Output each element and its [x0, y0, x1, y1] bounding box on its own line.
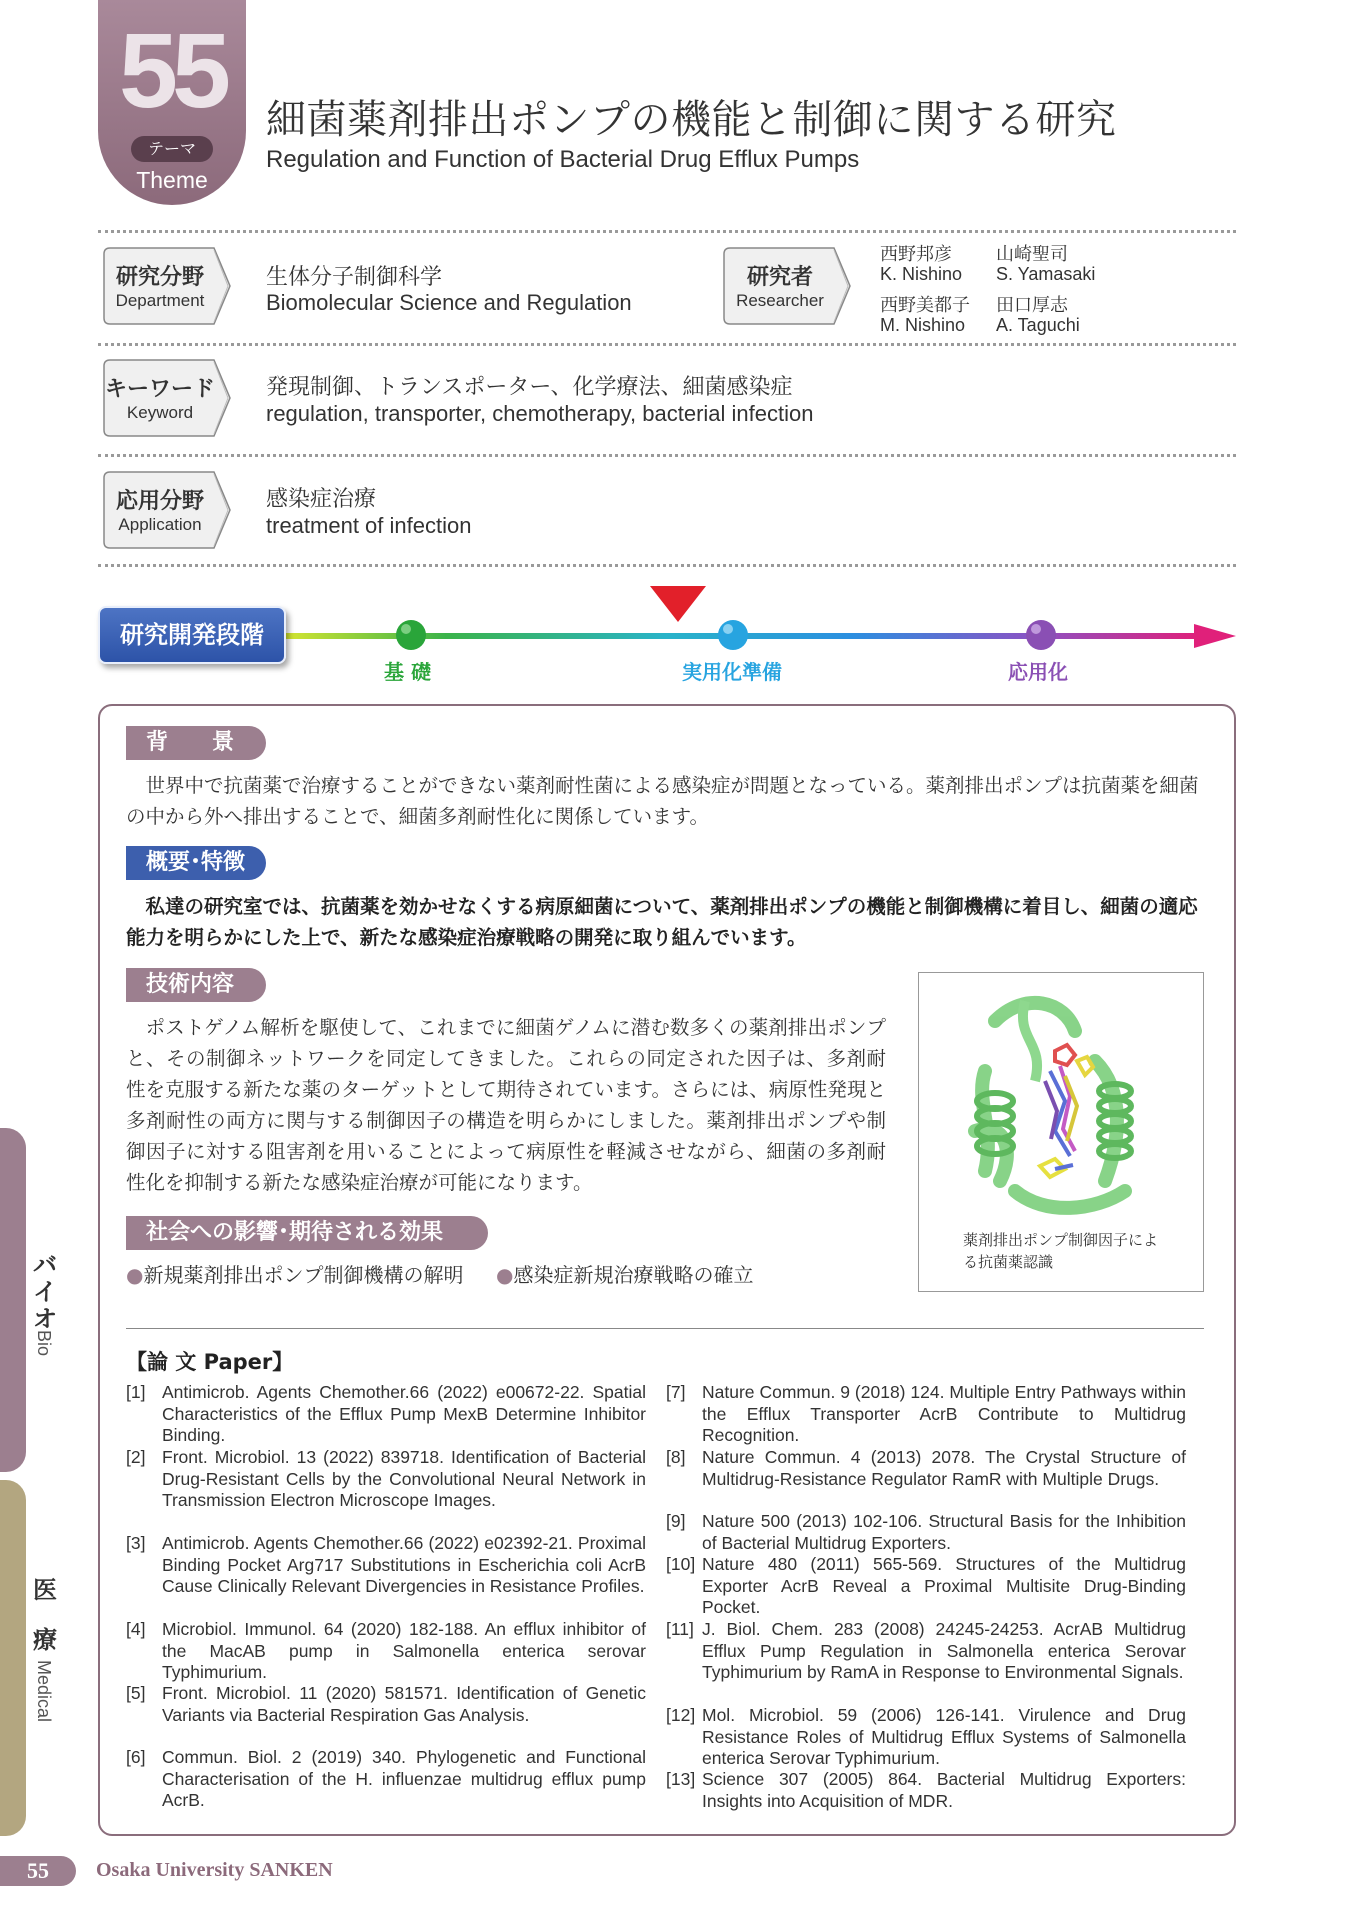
stage-label-basic: 基 礎 [384, 660, 431, 684]
application-tag-jp: 応用分野 [115, 489, 204, 514]
stage-dot-basic [394, 618, 428, 652]
divider [98, 454, 1236, 457]
department-value-jp: 生体分子制御科学 [266, 265, 443, 290]
paper-text: Commun. Biol. 2 (2019) 340. Phylogenetic and Functional Characterisation of the H. influenzae multidrug efflux pump AcrB. [162, 1747, 646, 1810]
paper-text: Nature Commun. 9 (2018) 124. Multiple Entry Pathways within the Efflux Transporter AcrB Contribute to Multidrug Recognition. [702, 1382, 1186, 1445]
side-tab-bio-char: イ [33, 1278, 57, 1306]
technology-heading: 技術内容 [126, 968, 266, 1002]
researcher-name-jp: 西野邦彦 [880, 244, 952, 265]
department-value-en: Biomolecular Science and Regulation [266, 290, 632, 315]
effect-item [496, 1259, 753, 1288]
researcher-name-en: A. Taguchi [996, 315, 1080, 335]
paper-text: Microbiol. Immunol. 64 (2020) 182-188. An efflux inhibitor of the MacAB pump in Salmonella enterica serovar Typhimurium. [162, 1619, 646, 1682]
researcher-name-en: K. Nishino [880, 264, 963, 284]
stage-dot-application [1024, 618, 1058, 652]
paper-text: Front. Microbiol. 13 (2022) 839718. Identification of Bacterial Drug-Resistant Cells by the Convolutional Neural Network in Transmission Electron Microscope Images. [162, 1447, 646, 1510]
paper-number: [3] [126, 1533, 146, 1553]
paper-text: Front. Microbiol. 11 (2020) 581571. Identification of Genetic Variants via Bacterial Respiration Gas Analysis. [162, 1683, 646, 1725]
researcher-name-jp: 西野美都子 [880, 295, 970, 316]
theme-label-en: Theme [136, 167, 208, 193]
side-tab-bio [0, 1128, 26, 1472]
papers-heading: 【論 文 Paper】 [126, 1350, 294, 1374]
application-tag [102, 470, 232, 550]
stage-label-practical: 実用化準備 [682, 660, 782, 684]
divider [98, 230, 1236, 233]
paper-number: [12] [666, 1705, 696, 1725]
application-value-jp: 感染症治療 [266, 487, 377, 512]
side-tab-medical [0, 1480, 26, 1836]
application-tag-en: Application [118, 515, 202, 534]
paper-text: J. Biol. Chem. 283 (2008) 24245-24253. AcrAB Multidrug Efflux Pump Regulation in Salmonella enterica Serovar Typhimurium by RamA in Response to Environmental Signals. [702, 1619, 1186, 1682]
stage-current-marker-icon [650, 586, 706, 624]
paper-number: [9] [666, 1511, 686, 1531]
side-tab-bio-char: バ [33, 1251, 57, 1279]
paper-number: [4] [126, 1619, 146, 1639]
paper-text: Nature Commun. 4 (2013) 2078. The Crystal Structure of Multidrug-Resistance Regulator RamR with Multiple Drugs. [702, 1447, 1186, 1489]
effects-heading: 社会への影響･期待される効果 [126, 1216, 488, 1250]
paper-text: Antimicrob. Agents Chemother.66 (2022) e02392-21. Proximal Binding Pocket Arg717 Substitutions in Escherichia coli AcrB Cause Clinically Relevant Divergencies in Resistance Profiles. [162, 1533, 646, 1596]
researcher-name-en: M. Nishino [880, 315, 966, 335]
department-tag-en: Department [115, 291, 205, 310]
divider [98, 343, 1236, 346]
divider [126, 1328, 1204, 1329]
researcher-tag [722, 246, 852, 326]
keyword-tag-en: Keyword [126, 403, 194, 422]
theme-badge [98, 0, 246, 205]
paper-number: [5] [126, 1683, 146, 1703]
paper-number: [13] [666, 1769, 696, 1789]
keyword-value-jp: 発現制御、トランスポーター、化学療法、細菌感染症 [266, 375, 793, 400]
page-number: 55 [0, 1856, 76, 1886]
researcher-name-jp: 山崎聖司 [996, 244, 1068, 265]
department-tag [102, 246, 232, 326]
paper-number: [1] [126, 1382, 146, 1402]
paper-number: [2] [126, 1447, 146, 1467]
application-value-en: treatment of infection [266, 513, 472, 538]
background-text: 世界中で抗菌薬で治療することができない薬剤耐性菌による感染症が問題となっている。薬剤排出ポンプは抗菌薬を細菌の中から外へ排出することで、細菌多剤耐性化に関係しています。 [126, 774, 1199, 828]
paper-number: [7] [666, 1382, 686, 1402]
paper-number: [10] [666, 1554, 696, 1574]
side-tab-bio-char: オ [33, 1305, 57, 1333]
department-tag-jp: 研究分野 [115, 265, 204, 290]
paper-number: [6] [126, 1747, 146, 1767]
paper-number: [8] [666, 1447, 686, 1467]
effect-item-label: 感染症新規治療戦略の確立 [513, 1263, 754, 1287]
theme-label-jp: テーマ [131, 136, 213, 162]
background-heading: 背 景 [126, 726, 266, 760]
summary-text: 私達の研究室では、抗菌薬を効かせなくする病原細菌について、薬剤排出ポンプの機能と制御機構に着目し、細菌の適応能力を明らかにした上で、新たな感染症治療戦略の開発に取り組んでいます。 [126, 895, 1198, 949]
stage-label-application: 応用化 [1008, 660, 1068, 684]
researcher-tag-en: Researcher [736, 291, 824, 310]
effect-item [126, 1259, 463, 1288]
bullet-icon: ● [496, 1263, 514, 1287]
paper-text: Antimicrob. Agents Chemother.66 (2022) e00672-22. Spatial Characteristics of the Efflux Pump MexB Determine Inhibitor Binding. [162, 1382, 646, 1445]
paper-number: [11] [666, 1619, 694, 1639]
bullet-icon: ● [126, 1263, 144, 1287]
page-title: 細菌薬剤排出ポンプの機能と制御に関する研究 [266, 97, 1117, 143]
stage-dot-practical [716, 618, 750, 652]
stage-arrow-head [1194, 624, 1236, 648]
keyword-value-en: regulation, transporter, chemotherapy, bacterial infection [266, 401, 814, 426]
footer-text: Osaka University SANKEN [96, 1859, 333, 1881]
figure-caption: 薬剤排出ポンプ制御因子による抗菌薬認識 [963, 1231, 1159, 1271]
side-tab-medical-char: 療 [33, 1626, 57, 1654]
keyword-tag [102, 358, 232, 438]
figure-box [918, 972, 1204, 1292]
keyword-tag-jp: キーワード [104, 377, 215, 402]
researcher-name-jp: 田口厚志 [996, 295, 1068, 316]
side-tab-medical-char: 医 [33, 1576, 57, 1604]
researcher-name-en: S. Yamasaki [996, 264, 1096, 284]
paper-text: Nature 500 (2013) 102-106. Structural Basis for the Inhibition of Bacterial Multidrug Exporters. [702, 1511, 1186, 1553]
technology-text: ポストゲノム解析を駆使して、これまでに細菌ゲノムに潜む数多くの薬剤排出ポンプと、その制御ネットワークを同定してきました。これらの同定された因子は、多剤耐性を克服する新たな薬のターゲットとして期待されています。さらには、病原性発現と多剤耐性の両方に関与する制御因子の構造を明らかにしました。薬剤排出ポンプや制御因子に対する阻害剤を用いることによって病原性を軽減させながら、細菌の多剤耐性化を抑制する新たな感染症治療が可能になります。 [126, 1016, 886, 1194]
theme-number: 55 [119, 12, 225, 130]
page-subtitle: Regulation and Function of Bacterial Drug Efflux Pumps [266, 146, 860, 173]
effect-item-label: 新規薬剤排出ポンプ制御機構の解明 [143, 1263, 464, 1287]
stage-badge: 研究開発段階 [98, 606, 286, 664]
paper-text: Mol. Microbiol. 59 (2006) 126-141. Virulence and Drug Resistance Roles of Multidrug Efflux Systems of Salmonella enterica Serovar Typhimurium. [702, 1705, 1186, 1768]
protein-structure-image [955, 981, 1155, 1221]
side-tab-bio-en: Bio [34, 1330, 54, 1357]
paper-text: Science 307 (2005) 864. Bacterial Multidrug Exporters: Insights into Acquisition of MDR. [702, 1769, 1186, 1811]
side-tab-medical-en: Medical [34, 1660, 54, 1723]
summary-heading: 概要･特徴 [126, 846, 266, 880]
researcher-tag-jp: 研究者 [746, 265, 813, 290]
paper-text: Nature 480 (2011) 565-569. Structures of the Multidrug Exporter AcrB Reveal a Proximal Multisite Drug-Binding Pocket. [702, 1554, 1186, 1617]
divider [98, 564, 1236, 567]
